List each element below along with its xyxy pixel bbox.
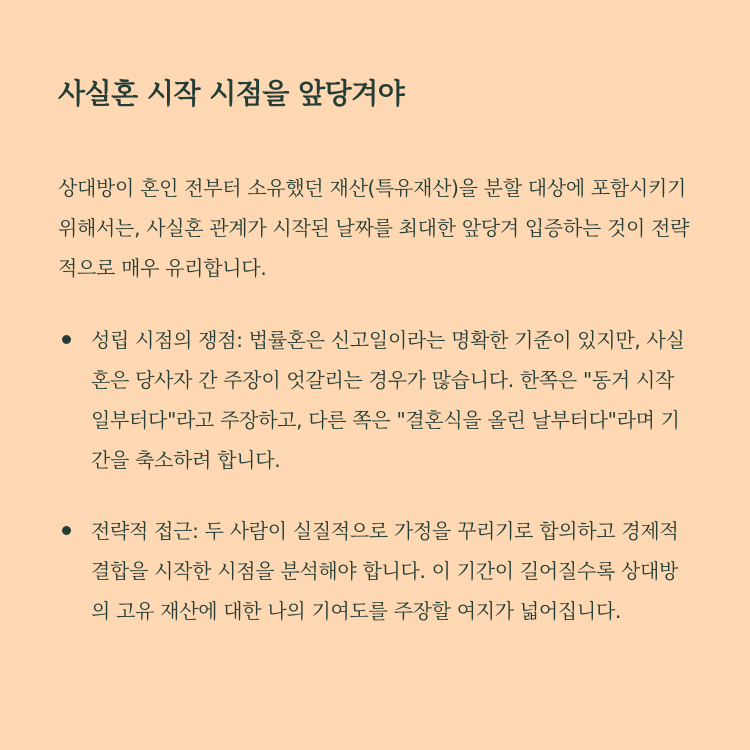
bullet-dot-icon — [62, 526, 71, 535]
bullet-text: 성립 시점의 쟁점: 법률혼은 신고일이라는 명확한 기준이 있지만, 사실혼은 당사자 간 주장이 엇갈리는 경우가 많습니다. 한쪽은 "동거 시작일부터다"라고 주장하고, 다른 쪽은 "결혼식을 올린 날부터다"라며 기간을 축소하려 합니다. — [91, 328, 685, 472]
bullet-item-formation — [58, 320, 692, 480]
bullet-list — [58, 320, 692, 631]
bullet-dot-icon — [62, 335, 71, 344]
page-title: 사실혼 시작 시점을 앞당겨야 — [58, 77, 405, 110]
bullet-item-strategy — [58, 511, 692, 631]
intro-paragraph: 상대방이 혼인 전부터 소유했던 재산(특유재산)을 분할 대상에 포함시키기 위해서는, 사실혼 관계가 시작된 날짜를 최대한 앞당겨 입증하는 것이 전략적으로 매우 유리합니다. — [58, 176, 690, 280]
bullet-text: 전략적 접근: 두 사람이 실질적으로 가정을 꾸리기로 합의하고 경제적 결합을 시작한 시점을 분석해야 합니다. 이 기간이 길어질수록 상대방의 고유 재산에 대한 나의 기여도를 주장할 여지가 넓어집니다. — [91, 519, 679, 623]
